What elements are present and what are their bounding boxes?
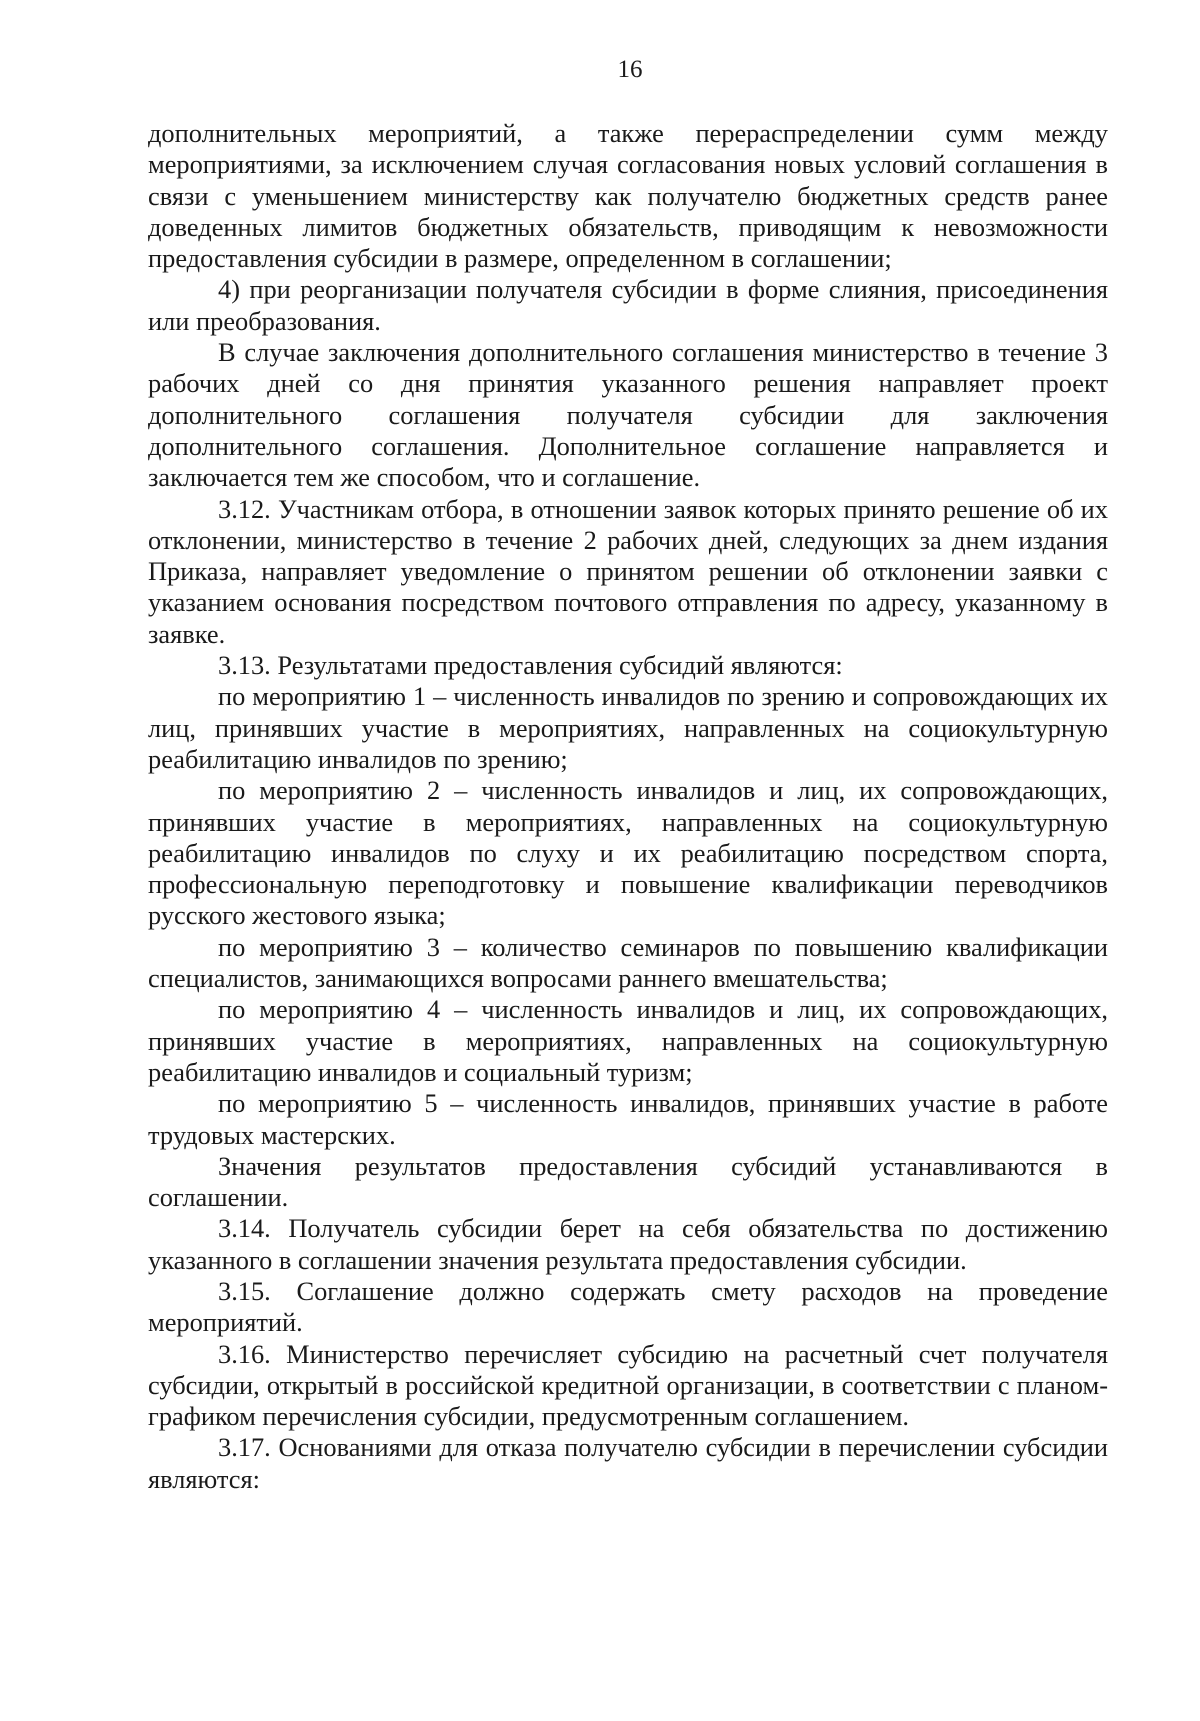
paragraph-3-16: 3.16. Министерство перечисляет субсидию на расчетный счет получателя субсидии, открытый в российской кредитной организации, в соответствии с планом-графиком перечисления субсидии, предусмотренным соглашением. — [148, 1338, 1108, 1432]
page-number: 16 — [617, 56, 643, 83]
paragraph-result-values: Значения результатов предоставления субсидий устанавливаются в соглашении. — [148, 1150, 1108, 1213]
paragraph-event-1: по мероприятию 1 – численность инвалидов по зрению и сопровождающих их лиц, принявших участие в мероприятиях, направленных на социокультурную реабилитацию инвалидов по зрению; — [148, 681, 1108, 774]
paragraph-event-3: по мероприятию 3 – количество семинаров по повышению квалификации специалистов, занимающихся вопросами раннего вмешательства; — [148, 931, 1108, 994]
paragraph-continuation: дополнительных мероприятий, а также перераспределении сумм между мероприятиями, за исключением случая согласования новых условий соглашения в связи с уменьшением министерству как получателю бюджетных средств ранее доведенных лимитов бюджетных обязательств, приводящим к невозможности предоставления субсидии в размере, определенном в соглашении; — [148, 118, 1108, 274]
paragraph-3-12: 3.12. Участникам отбора, в отношении заявок которых принято решение об их отклонении, министерство в течение 2 рабочих дней, следующих за днем издания Приказа, направляет уведомление о принятом решении об отклонении заявки с указанием основания посредством почтового отправления по адресу, указанному в заявке. — [148, 493, 1108, 649]
paragraph-3-15: 3.15. Соглашение должно содержать смету расходов на проведение мероприятий. — [148, 1275, 1108, 1338]
paragraph-3-17: 3.17. Основаниями для отказа получателю субсидии в перечислении субсидии являются: — [148, 1432, 1108, 1494]
paragraph-additional-agreement: В случае заключения дополнительного соглашения министерство в течение 3 рабочих дней со дня принятия указанного решения направляет проект дополнительного соглашения получателя субсидии для заключения дополнительного соглашения. Дополнительное соглашение направляется и заключается тем же способом, что и соглашение. — [148, 337, 1108, 493]
paragraph-event-5: по мероприятию 5 – численность инвалидов, принявших участие в работе трудовых мастерских. — [148, 1088, 1108, 1150]
paragraph-3-13: 3.13. Результатами предоставления субсидий являются: — [218, 650, 843, 681]
paragraph-item-4: 4) при реорганизации получателя субсидии в форме слияния, присоединения или преобразования. — [148, 274, 1108, 336]
document-body — [148, 118, 1108, 1495]
paragraph-3-14: 3.14. Получатель субсидии берет на себя обязательства по достижению указанного в соглашении значения результата предоставления субсидии. — [148, 1213, 1108, 1275]
paragraph-event-4: по мероприятию 4 – численность инвалидов и лиц, их сопровождающих, принявших участие в мероприятиях, направленных на социокультурную реабилитацию инвалидов и социальный туризм; — [148, 994, 1108, 1087]
paragraph-event-2: по мероприятию 2 – численность инвалидов и лиц, их сопровождающих, принявших участие в мероприятиях, направленных на социокультурную реабилитацию инвалидов по слуху и их реабилитацию посредством спорта, профессиональную переподготовку и повышение квалификации переводчиков русского жестового языка; — [148, 775, 1108, 931]
